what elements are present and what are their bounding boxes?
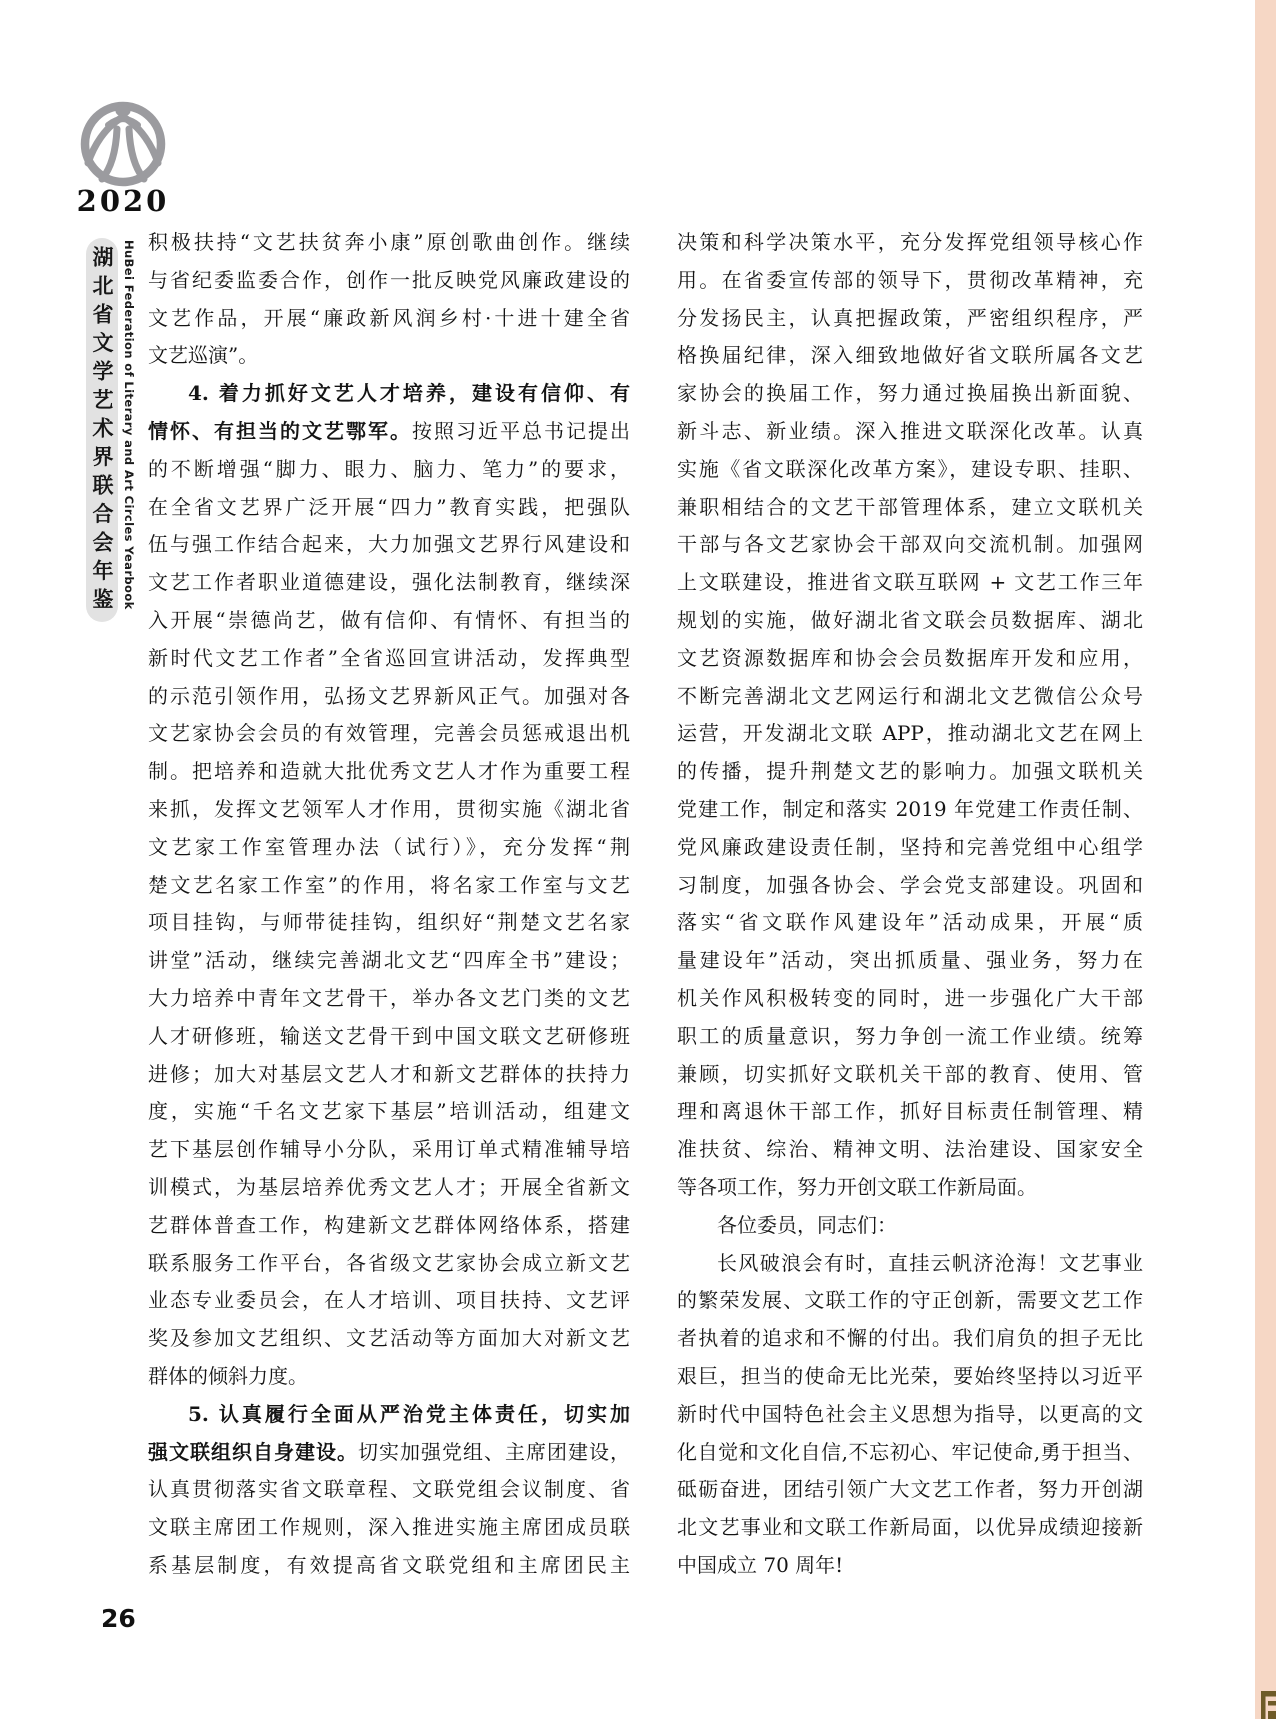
body-text: 等各项工作，努力开创文联工作新局面。 — [677, 1174, 1037, 1199]
body-text: 党建工作，制定和落实 2019 年党建工作责任制、 — [677, 796, 1143, 821]
text-line — [148, 526, 630, 564]
heading-text: 4. 着力抓好文艺人才培养，建设有信仰、有 — [188, 381, 630, 406]
text-line — [677, 904, 1143, 942]
text-line — [148, 1396, 630, 1434]
body-text: 家协会的换届工作，努力通过换届换出新面貌、 — [677, 381, 1143, 406]
body-text: 文艺家协会会员的有效管理，完善会员惩戒退出机 — [148, 721, 630, 746]
federation-logo-icon — [70, 98, 176, 190]
text-line — [677, 1245, 1143, 1283]
body-text: 的示范引领作用，弘扬文艺界新风正气。加强对各 — [148, 683, 630, 708]
page-number: 26 — [101, 1604, 136, 1633]
body-text: 党风廉政建设责任制，坚持和完善党组中心组学 — [677, 834, 1143, 859]
heading-text: 5. 认真履行全面从严治党主体责任，切实加 — [188, 1401, 630, 1426]
text-line — [148, 1093, 630, 1131]
text-line — [148, 1434, 630, 1472]
text-line — [148, 1056, 630, 1094]
body-text: 业态专业委员会，在人才培训、项目扶持、文艺评 — [148, 1288, 630, 1313]
text-line — [148, 413, 630, 451]
body-text: 运营，开发湖北文联 APP，推动湖北文艺在网上 — [677, 721, 1143, 746]
corner-print-mark-icon — [1261, 1688, 1276, 1719]
body-text: 兼顾，切实抓好文联机关干部的教育、使用、管 — [677, 1061, 1143, 1086]
body-text: 长风破浪会有时，直挂云帆济沧海！文艺事业 — [717, 1250, 1143, 1275]
heading-text: 情怀、有担当的文艺鄂军。 — [148, 418, 412, 443]
body-text: 文艺巡演”。 — [148, 343, 259, 368]
body-text: 入开展“崇德尚艺，做有信仰、有情怀、有担当的 — [148, 607, 630, 632]
text-line — [148, 262, 630, 300]
body-text: 文艺资源数据库和协会会员数据库开发和应用， — [677, 645, 1143, 670]
body-text: 讲堂”活动，继续完善湖北文艺“四库全书”建设； — [148, 948, 630, 973]
text-line — [148, 904, 630, 942]
text-line — [677, 1056, 1143, 1094]
text-line — [148, 1358, 630, 1396]
article-right-column — [677, 224, 1143, 1585]
sidebar-title-english: HuBei Federation of Literary and Art Circles Yearbook — [122, 240, 136, 610]
body-text: 积极扶持“文艺扶贫奔小康”原创歌曲创作。继续 — [148, 230, 630, 254]
body-text: 切实加强党组、主席团建设， — [358, 1439, 630, 1464]
body-text: 项目挂钩，与师带徒挂钩，组织好“荆楚文艺名家 — [148, 910, 630, 935]
text-line — [677, 1282, 1143, 1320]
text-line — [148, 791, 630, 829]
text-line — [677, 413, 1143, 451]
text-line — [677, 1093, 1143, 1131]
text-line — [148, 1320, 630, 1358]
body-text: 用。在省委宣传部的领导下，贯彻改革精神，充 — [677, 267, 1143, 292]
text-line — [148, 1207, 630, 1245]
text-line — [677, 678, 1143, 716]
text-line — [677, 1018, 1143, 1056]
text-line — [677, 1131, 1143, 1169]
text-line — [677, 375, 1143, 413]
text-line — [677, 1396, 1143, 1434]
body-text: 与省纪委监委合作，创作一批反映党风廉政建设的 — [148, 267, 630, 292]
body-text: 机关作风积极转变的同时，进一步强化广大干部 — [677, 985, 1143, 1010]
text-line — [677, 791, 1143, 829]
body-text: 格换届纪律，深入细致地做好省文联所属各文艺 — [677, 343, 1143, 368]
sidebar-title-chinese: 湖北省文学艺术界联合会年鉴 — [86, 238, 118, 622]
body-text: 新时代文艺工作者”全省巡回宣讲活动，发挥典型 — [148, 645, 630, 670]
text-line — [148, 1509, 630, 1547]
body-text: 伍与强工作结合起来，大力加强文艺界行风建设和 — [148, 532, 630, 557]
text-line — [677, 300, 1143, 338]
text-line — [148, 753, 630, 791]
text-line — [148, 1282, 630, 1320]
text-line — [677, 1358, 1143, 1396]
body-text: 文艺家工作室管理办法（试行）》，充分发挥“荆 — [148, 834, 630, 859]
text-line — [677, 715, 1143, 753]
text-line — [148, 1018, 630, 1056]
text-line — [677, 867, 1143, 905]
text-line — [148, 337, 630, 375]
text-line — [677, 1169, 1143, 1207]
text-line — [148, 602, 630, 640]
body-text: 系基层制度，有效提高省文联党组和主席团民主 — [148, 1552, 630, 1577]
body-text: 人才研修班，输送文艺骨干到中国文联文艺研修班 — [148, 1023, 630, 1048]
text-line — [148, 678, 630, 716]
body-text: 联系服务工作平台，各省级文艺家协会成立新文艺 — [148, 1250, 630, 1275]
body-text: 按照习近平总书记提出 — [412, 418, 630, 443]
text-line — [148, 829, 630, 867]
text-line — [677, 489, 1143, 527]
text-line — [148, 224, 630, 262]
body-text: 新斗志、新业绩。深入推进文联深化改革。认真 — [677, 418, 1143, 443]
body-text: 分发扬民主，认真把握政策，严密组织程序，严 — [677, 305, 1143, 330]
body-text: 砥砺奋进，团结引领广大文艺工作者，努力开创湖 — [677, 1477, 1143, 1502]
body-text: 中国成立 70 周年! — [677, 1552, 844, 1577]
body-text: 大力培养中青年文艺骨干，举办各文艺门类的文艺 — [148, 985, 630, 1010]
body-text: 的传播，提升荆楚文艺的影响力。加强文联机关 — [677, 759, 1143, 784]
text-line — [148, 1131, 630, 1169]
text-line — [148, 451, 630, 489]
text-line — [148, 1169, 630, 1207]
text-line — [148, 1547, 630, 1585]
text-line — [148, 715, 630, 753]
body-text: 文艺工作者职业道德建设，强化法制教育，继续深 — [148, 570, 630, 595]
body-text: 上文联建设，推进省文联互联网 + 文艺工作三年 — [677, 570, 1143, 595]
body-text: 训模式，为基层培养优秀文艺人才；开展全省新文 — [148, 1174, 630, 1199]
text-line — [677, 829, 1143, 867]
body-text: 的繁荣发展、文联工作的守正创新，需要文艺工作 — [677, 1288, 1143, 1313]
text-line — [148, 640, 630, 678]
body-text: 新时代中国特色社会主义思想为指导，以更高的文 — [677, 1401, 1143, 1426]
body-text: 理和离退休干部工作，抓好目标责任制管理、精 — [677, 1099, 1143, 1124]
page-edge-accent-strip — [1255, 0, 1276, 1719]
text-line — [148, 375, 630, 413]
body-text: 艰巨，担当的使命无比光荣，要始终坚持以习近平 — [677, 1363, 1143, 1388]
body-text: 文艺作品，开展“廉政新风润乡村·十进十建全省 — [148, 305, 630, 330]
body-text: 艺下基层创作辅导小分队，采用订单式精准辅导培 — [148, 1137, 630, 1162]
body-text: 实施《省文联深化改革方案》，建设专职、挂职、 — [677, 456, 1143, 481]
body-text: 各位委员，同志们： — [717, 1212, 897, 1237]
body-text: 楚文艺名家工作室”的作用，将名家工作室与文艺 — [148, 872, 630, 897]
year-label: 2020 — [76, 184, 170, 218]
body-text: 落实“省文联作风建设年”活动成果，开展“质 — [677, 910, 1143, 935]
body-text: 制。把培养和造就大批优秀文艺人才作为重要工程 — [148, 759, 630, 784]
body-text: 干部与各文艺家协会干部双向交流机制。加强网 — [677, 532, 1143, 557]
text-line — [148, 942, 630, 980]
body-text: 化自觉和文化自信,不忘初心、牢记使命,勇于担当、 — [677, 1439, 1143, 1464]
text-line — [677, 1509, 1143, 1547]
text-line — [677, 526, 1143, 564]
body-text: 艺群体普查工作，构建新文艺群体网络体系，搭建 — [148, 1212, 630, 1237]
body-text: 兼职相结合的文艺干部管理体系，建立文联机关 — [677, 494, 1143, 519]
text-line — [677, 942, 1143, 980]
text-line — [677, 980, 1143, 1018]
text-line — [677, 1207, 1143, 1245]
body-text: 职工的质量意识，努力争创一流工作业绩。统筹 — [677, 1023, 1143, 1048]
body-text: 量建设年”活动，突出抓质量、强业务，努力在 — [677, 948, 1143, 973]
body-text: 认真贯彻落实省文联章程、文联党组会议制度、省 — [148, 1477, 630, 1502]
text-line — [148, 300, 630, 338]
body-text: 准扶贫、综治、精神文明、法治建设、国家安全 — [677, 1137, 1143, 1162]
body-text: 来抓，发挥文艺领军人才作用，贯彻实施《湖北省 — [148, 796, 630, 821]
text-line — [677, 602, 1143, 640]
text-line — [677, 640, 1143, 678]
body-text: 进修；加大对基层文艺人才和新文艺群体的扶持力 — [148, 1061, 630, 1086]
body-text: 文联主席团工作规则，深入推进实施主席团成员联 — [148, 1515, 630, 1540]
body-text: 习制度，加强各协会、学会党支部建设。巩固和 — [677, 872, 1143, 897]
text-line — [148, 980, 630, 1018]
text-line — [148, 564, 630, 602]
body-text: 群体的倾斜力度。 — [148, 1363, 308, 1388]
text-line — [677, 262, 1143, 300]
body-text: 奖及参加文艺组织、文艺活动等方面加大对新文艺 — [148, 1326, 630, 1351]
text-line — [677, 451, 1143, 489]
text-line — [677, 564, 1143, 602]
heading-text: 强文联组织自身建设。 — [148, 1439, 358, 1464]
article-left-column — [148, 224, 630, 1585]
body-text: 的不断增强“脚力、眼力、脑力、笔力”的要求， — [148, 456, 630, 481]
text-line — [148, 1245, 630, 1283]
body-text: 者执着的追求和不懈的付出。我们肩负的担子无比 — [677, 1326, 1143, 1351]
text-line — [148, 489, 630, 527]
text-line — [677, 1434, 1143, 1472]
body-text: 决策和科学决策水平，充分发挥党组领导核心作 — [677, 230, 1143, 254]
body-text: 规划的实施，做好湖北省文联会员数据库、湖北 — [677, 607, 1143, 632]
text-line — [148, 1471, 630, 1509]
text-line — [148, 867, 630, 905]
body-text: 北文艺事业和文联工作新局面，以优异成绩迎接新 — [677, 1515, 1143, 1540]
text-line — [677, 753, 1143, 791]
text-line — [677, 224, 1143, 262]
text-line — [677, 1471, 1143, 1509]
body-text: 在全省文艺界广泛开展“四力”教育实践，把强队 — [148, 494, 630, 519]
text-line — [677, 1320, 1143, 1358]
body-text: 度，实施“千名文艺家下基层”培训活动，组建文 — [148, 1099, 630, 1124]
body-text: 不断完善湖北文艺网运行和湖北文艺微信公众号 — [677, 683, 1143, 708]
text-line — [677, 1547, 1143, 1585]
text-line — [677, 337, 1143, 375]
